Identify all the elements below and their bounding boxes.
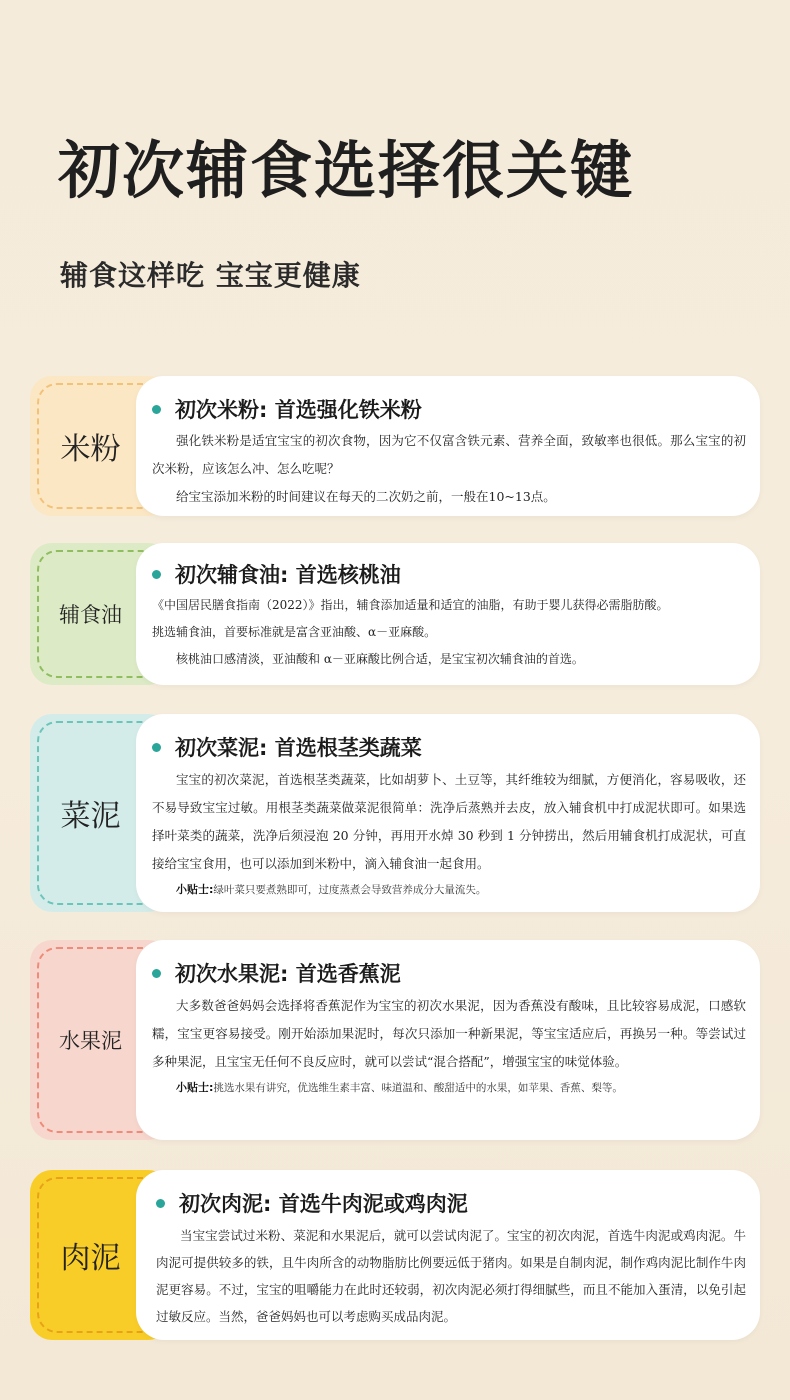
page-title: 初次辅食选择很关键 bbox=[58, 134, 635, 207]
bullet-dot-icon bbox=[152, 570, 161, 579]
tip-label: 小贴士: bbox=[176, 1081, 214, 1094]
section-fruit-puree bbox=[30, 940, 760, 1140]
paragraph: 挑选辅食油，首要标准就是富含亚油酸、α－亚麻酸。 bbox=[152, 625, 437, 639]
section-text bbox=[152, 766, 746, 902]
tab-label: 水果泥 bbox=[59, 1029, 122, 1053]
paragraph: 大多数爸爸妈妈会选择将香蕉泥作为宝宝的初次水果泥，因为香蕉没有酸味，且比较容易成泥，口感软糯，宝宝更容易接受。刚开始添加果泥时，每次只添加一种新果泥，等宝宝适应后，再换另一种。等尝试过多种果泥，且宝宝无任何不良反应时，就可以尝试“混合搭配”，增强宝宝的味觉体验。 bbox=[152, 998, 746, 1069]
section-text bbox=[152, 992, 746, 1100]
section-text bbox=[152, 427, 746, 511]
section-oil bbox=[30, 543, 760, 685]
section-heading: 初次肉泥: 首选牛肉泥或鸡肉泥 bbox=[156, 1188, 468, 1218]
section-heading: 初次辅食油: 首选核桃油 bbox=[152, 559, 401, 589]
section-body bbox=[136, 1170, 760, 1340]
paragraph: 当宝宝尝试过米粉、菜泥和水果泥后，就可以尝试肉泥了。宝宝的初次肉泥，首选牛肉泥或鸡肉泥。牛肉泥可提供较多的铁，且牛肉所含的动物脂肪比例要远低于猪肉。如果是自制肉泥，制作鸡肉泥比制作牛肉泥更容易。不过，宝宝的咀嚼能力在此时还较弱，初次肉泥必须打得细腻些，而且不能加入蛋清，以免引起过敏反应。当然，爸爸妈妈也可以考虑购买成品肉泥。 bbox=[156, 1228, 746, 1324]
section-meat-puree bbox=[30, 1170, 760, 1340]
section-body bbox=[136, 940, 760, 1140]
tab-label: 肉泥 bbox=[60, 1241, 121, 1276]
tip-label: 小贴士: bbox=[176, 883, 214, 896]
section-vegetable-puree bbox=[30, 714, 760, 912]
tip bbox=[176, 1076, 746, 1100]
section-body bbox=[136, 543, 760, 685]
page-subtitle: 辅食这样吃 宝宝更健康 bbox=[60, 259, 361, 292]
section-text bbox=[152, 592, 746, 673]
section-heading: 初次水果泥: 首选香蕉泥 bbox=[152, 958, 401, 988]
tab-label: 菜泥 bbox=[60, 799, 121, 834]
section-body bbox=[136, 714, 760, 912]
section-body bbox=[136, 376, 760, 516]
section-heading: 初次米粉: 首选强化铁米粉 bbox=[152, 394, 422, 424]
paragraph: 给宝宝添加米粉的时间建议在每天的二次奶之前，一般在10~13点。 bbox=[176, 489, 556, 504]
bullet-dot-icon bbox=[152, 743, 161, 752]
paragraph: 强化铁米粉是适宜宝宝的初次食物，因为它不仅富含铁元素、营养全面，致敏率也很低。那么宝宝的初次米粉，应该怎么冲、怎么吃呢？ bbox=[152, 433, 746, 476]
bullet-dot-icon bbox=[152, 969, 161, 978]
paragraph: 核桃油口感清淡，亚油酸和 α－亚麻酸比例合适，是宝宝初次辅食油的首选。 bbox=[176, 652, 584, 666]
section-text bbox=[156, 1222, 746, 1330]
bullet-dot-icon bbox=[156, 1199, 165, 1208]
tab-label: 辅食油 bbox=[59, 603, 122, 627]
section-heading: 初次菜泥: 首选根茎类蔬菜 bbox=[152, 732, 422, 762]
paragraph: 宝宝的初次菜泥，首选根茎类蔬菜，比如胡萝卜、土豆等，其纤维较为细腻，方便消化，容易吸收，还不易导致宝宝过敏。用根茎类蔬菜做菜泥很简单：洗净后蒸熟并去皮，放入辅食机中打成泥状即可。如果选择叶菜类的蔬菜，洗净后须浸泡 20 分钟，再用开水焯 30 秒到 1 分钟捞出，然后用辅食机打成泥状，可直接给宝宝食用，也可以添加到米粉中，滴入辅食油一起食用。 bbox=[152, 772, 746, 871]
tab-label: 米粉 bbox=[60, 432, 121, 467]
section-rice-cereal bbox=[30, 376, 760, 516]
paragraph: 《中国居民膳食指南（2022）》指出，辅食添加适量和适宜的油脂，有助于婴儿获得必需脂肪酸。 bbox=[152, 598, 669, 612]
tip-text: 绿叶菜只要煮熟即可，过度蒸煮会导致营养成分大量流失。 bbox=[213, 884, 487, 896]
tip bbox=[176, 878, 746, 902]
tip-text: 挑选水果有讲究，优选维生素丰富、味道温和、酸甜适中的水果，如苹果、香蕉、梨等。 bbox=[213, 1082, 623, 1094]
bullet-dot-icon bbox=[152, 405, 161, 414]
